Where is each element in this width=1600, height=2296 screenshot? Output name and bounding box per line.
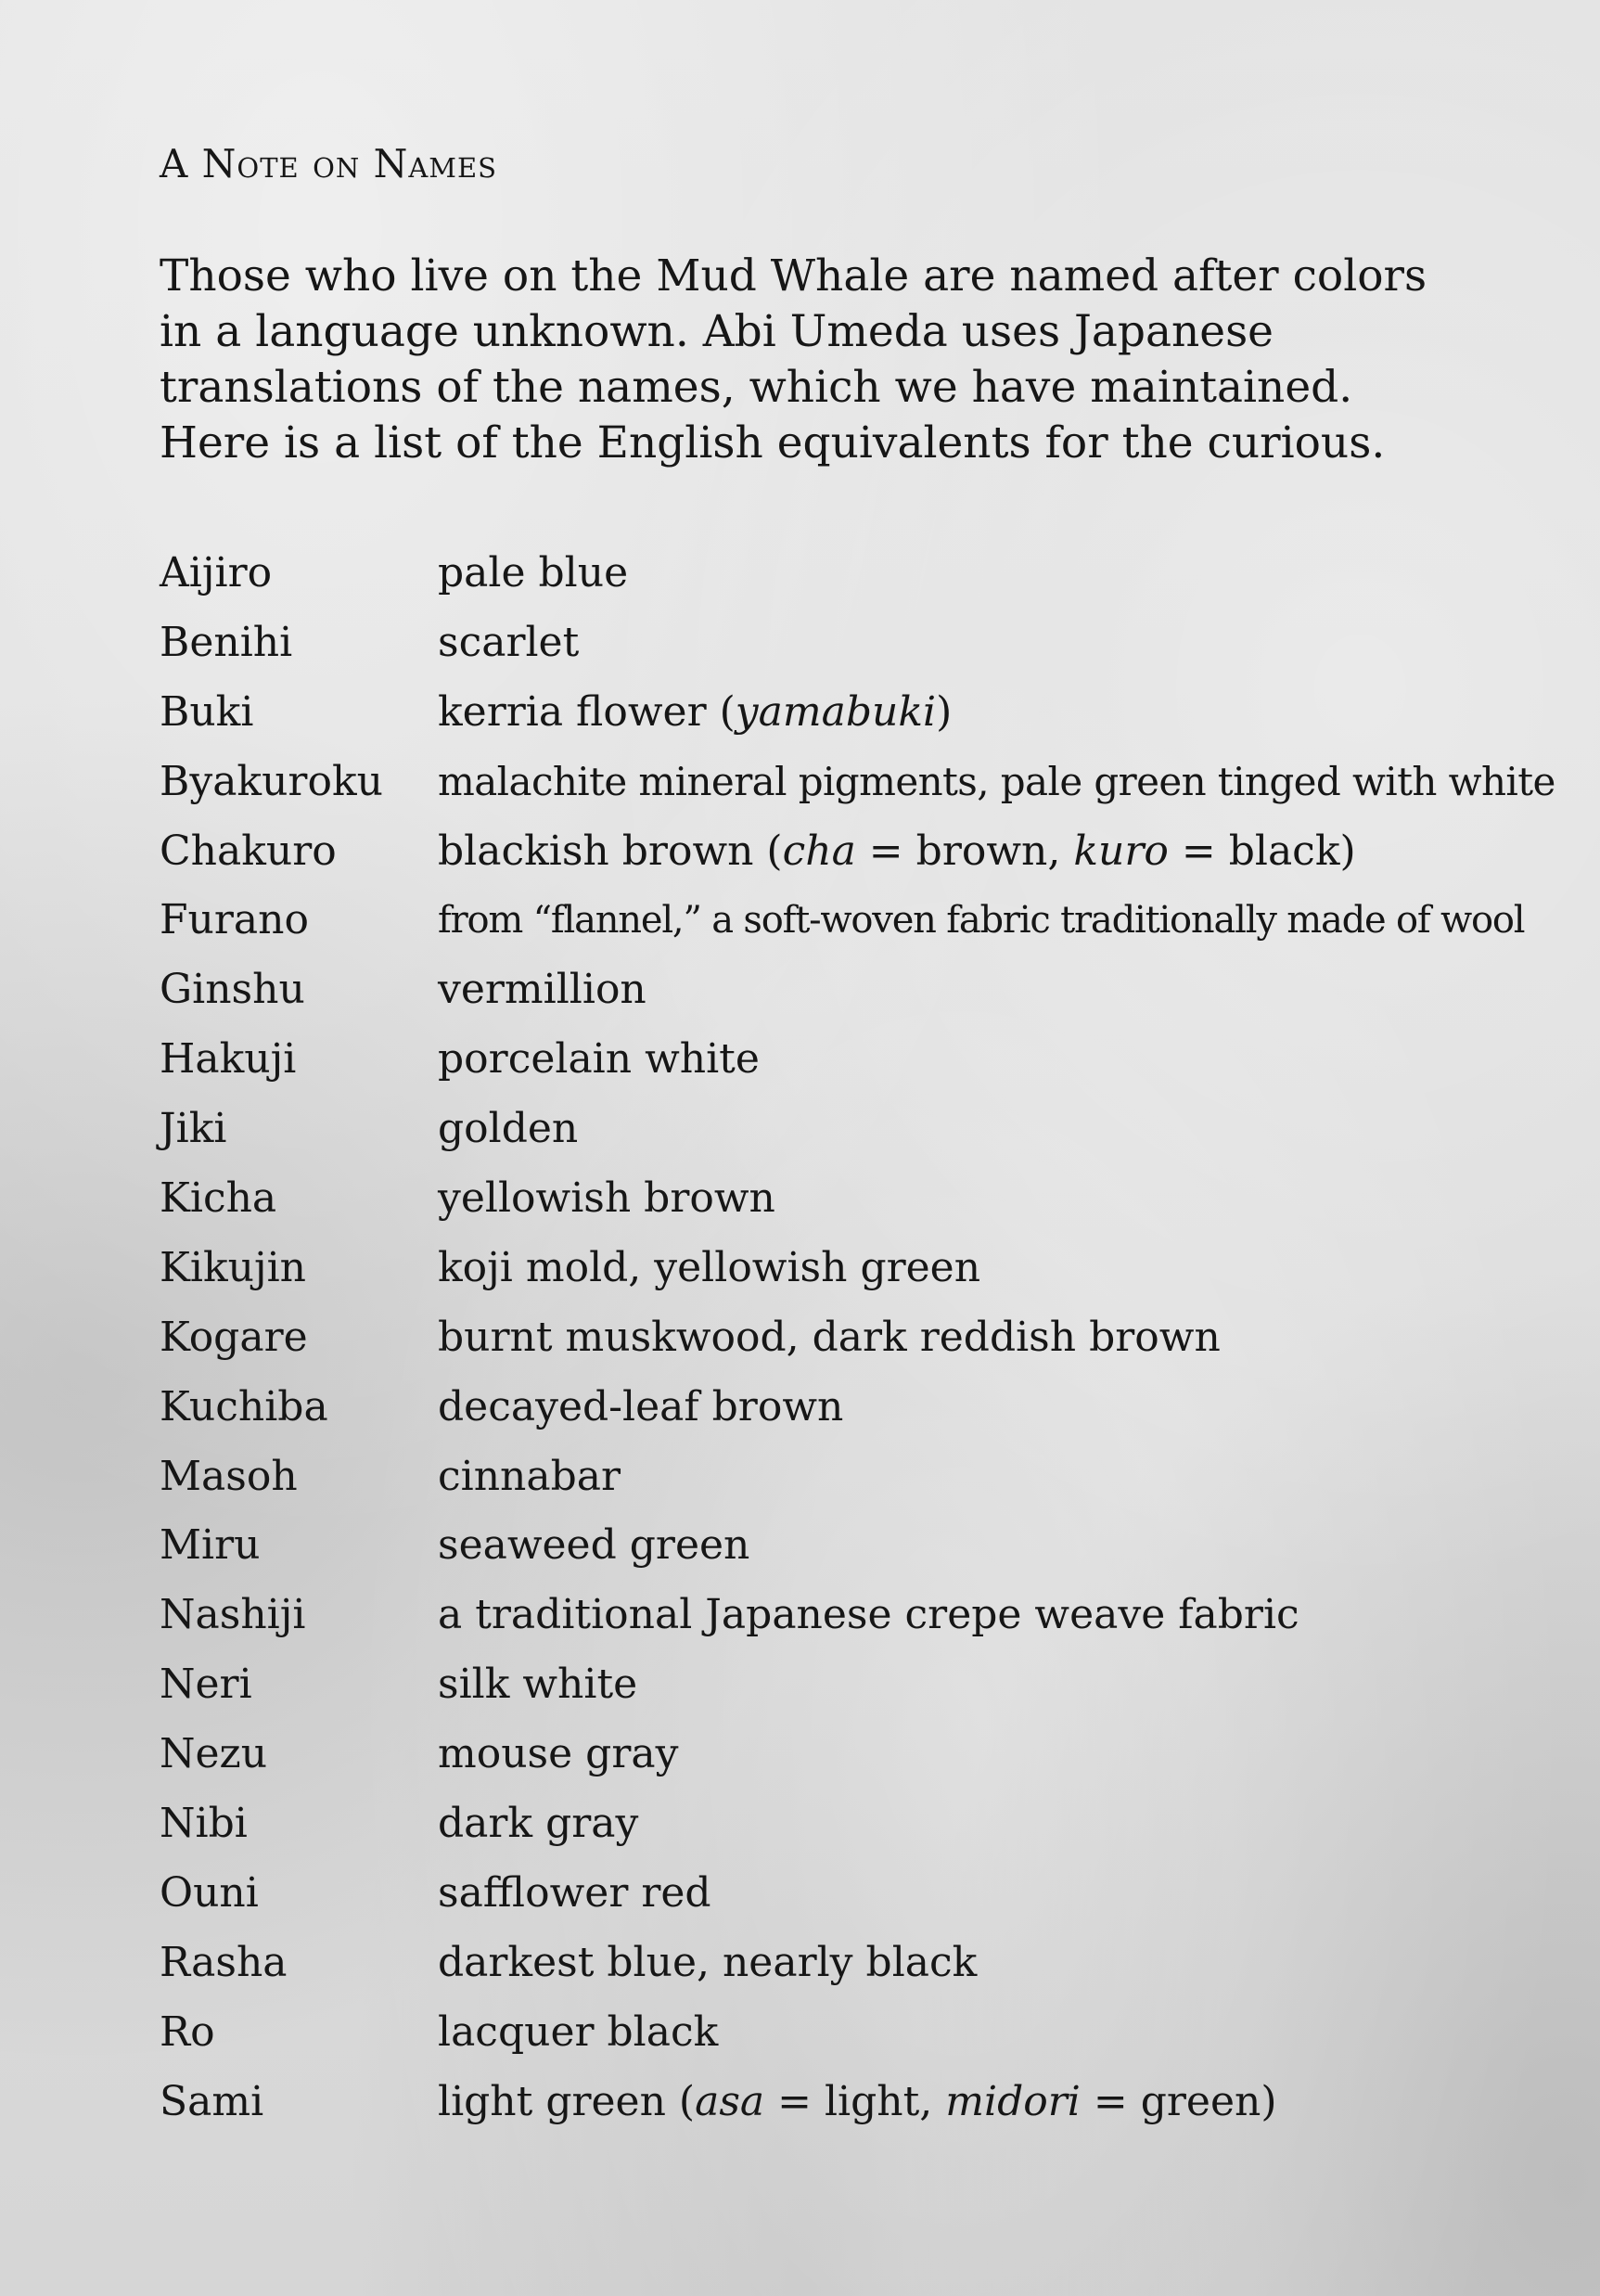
list-item	[160, 538, 1523, 608]
list-item	[160, 1719, 1523, 1789]
name-term: Kogare	[160, 1313, 308, 1361]
name-meaning: malachite mineral pigments, pale green tinged with white	[438, 758, 1555, 804]
list-item	[160, 747, 1555, 816]
list-item	[160, 1858, 1523, 1928]
name-meaning: light green (asa = light, midori = green)	[438, 2077, 1277, 2125]
list-item	[160, 1928, 1523, 1997]
name-term: Buki	[160, 687, 254, 736]
name-list	[160, 538, 1555, 2136]
name-meaning: scarlet	[438, 618, 580, 666]
list-item	[160, 816, 1523, 886]
name-meaning: dark gray	[438, 1799, 639, 1847]
name-term: Kicha	[160, 1174, 277, 1222]
name-term: Ro	[160, 2007, 215, 2056]
name-meaning: from “flannel,” a soft-woven fabric traditionally made of wool	[438, 898, 1525, 942]
name-meaning: safflower red	[438, 1868, 711, 1917]
list-item	[160, 1024, 1523, 1094]
name-meaning: porcelain white	[438, 1035, 760, 1084]
name-term: Byakuroku	[160, 757, 383, 805]
list-item	[160, 1997, 1523, 2067]
name-meaning: blackish brown (cha = brown, kuro = black)	[438, 827, 1356, 875]
name-meaning: kerria flower (yamabuki)	[438, 687, 953, 736]
name-meaning: silk white	[438, 1661, 638, 1709]
list-item	[160, 885, 1523, 955]
list-item	[160, 1233, 1523, 1302]
name-term: Chakuro	[160, 827, 337, 875]
intro-paragraph: Those who live on the Mud Whale are named after colors in a language unknown. Abi Umeda uses Japanese translations of the names, which we have maintained. Here is a list of the English equivalents for the curious.	[160, 250, 1427, 468]
name-meaning: cinnabar	[438, 1452, 621, 1500]
name-meaning: mouse gray	[438, 1730, 679, 1778]
name-term: Miru	[160, 1521, 261, 1570]
name-term: Kikujin	[160, 1243, 306, 1291]
list-item	[160, 2067, 1523, 2136]
name-term: Jiki	[160, 1105, 227, 1153]
list-item	[160, 608, 1523, 677]
name-term: Furano	[160, 896, 309, 944]
list-item	[160, 1442, 1523, 1511]
name-meaning: yellowish brown	[438, 1174, 775, 1222]
name-term: Sami	[160, 2077, 264, 2125]
name-term: Kuchiba	[160, 1382, 328, 1430]
name-term: Ouni	[160, 1868, 259, 1917]
name-meaning: a traditional Japanese crepe weave fabric	[438, 1591, 1299, 1639]
list-item	[160, 955, 1523, 1024]
name-term: Ginshu	[160, 966, 305, 1014]
list-item	[160, 1789, 1523, 1858]
name-meaning: decayed-leaf brown	[438, 1382, 844, 1430]
name-term: Nashiji	[160, 1591, 306, 1639]
list-item	[160, 1372, 1523, 1442]
list-item	[160, 1302, 1523, 1372]
name-term: Benihi	[160, 618, 293, 666]
name-meaning: golden	[438, 1105, 579, 1153]
name-meaning: darkest blue, nearly black	[438, 1938, 978, 1986]
page-title: A Note on Names	[160, 141, 497, 186]
name-meaning: burnt muskwood, dark reddish brown	[438, 1313, 1221, 1361]
name-meaning: seaweed green	[438, 1521, 750, 1570]
name-term: Nibi	[160, 1799, 248, 1847]
name-meaning: pale blue	[438, 548, 629, 596]
list-item	[160, 1094, 1523, 1163]
name-term: Nezu	[160, 1730, 268, 1778]
list-item	[160, 1510, 1523, 1580]
name-term: Hakuji	[160, 1035, 297, 1084]
name-term: Neri	[160, 1661, 252, 1709]
name-meaning: koji mold, yellowish green	[438, 1243, 981, 1291]
list-item	[160, 1163, 1523, 1233]
list-item	[160, 1580, 1523, 1649]
name-term: Masoh	[160, 1452, 298, 1500]
name-meaning: lacquer black	[438, 2007, 719, 2056]
list-item	[160, 1649, 1523, 1719]
list-item	[160, 677, 1523, 747]
name-meaning: vermillion	[438, 966, 646, 1014]
name-term: Aijiro	[160, 548, 273, 596]
name-term: Rasha	[160, 1938, 288, 1986]
